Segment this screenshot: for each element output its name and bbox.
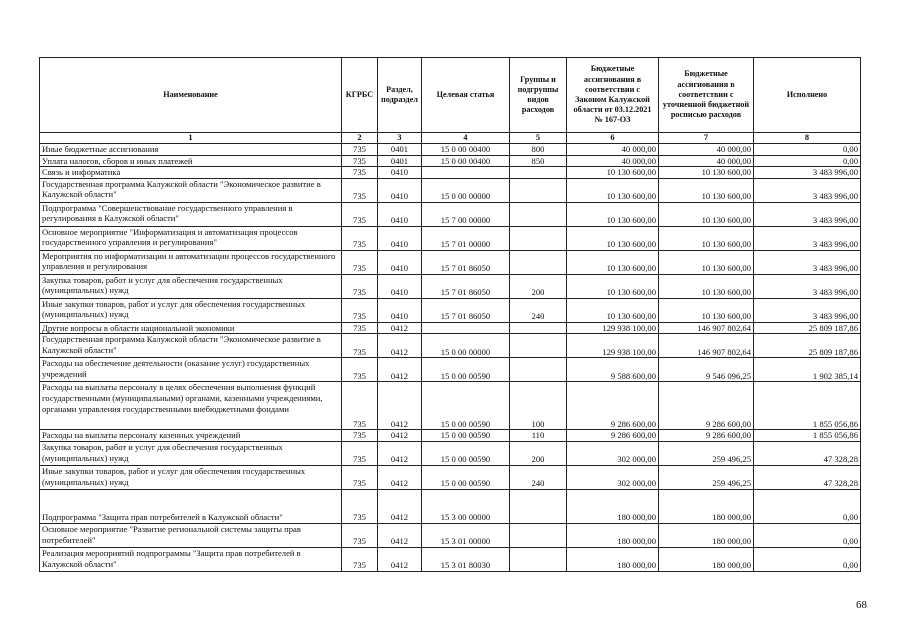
table-row: [40, 155, 861, 167]
cell-kgrbs: 735: [342, 226, 378, 250]
cell-executed: 47 328,28: [754, 465, 861, 489]
cell-executed: 0,00: [754, 489, 861, 523]
cell-target: 15 0 00 00590: [422, 358, 510, 382]
cell-target: 15 7 01 86050: [422, 274, 510, 298]
cell-budget-law: 10 130 600,00: [567, 226, 659, 250]
cell-budget-refined: 9 546 096,25: [659, 358, 754, 382]
column-number: 2: [342, 133, 378, 144]
cell-executed: 0,00: [754, 144, 861, 156]
cell-group: 200: [510, 274, 567, 298]
cell-budget-law: 129 938 100,00: [567, 334, 659, 358]
column-number: 1: [40, 133, 342, 144]
cell-name: Реализация мероприятий подпрограммы "Защита прав потребителей в Калужской области": [40, 547, 342, 571]
cell-name: Подпрограмма "Совершенствование государственного управления в регулирования в Калужской области": [40, 202, 342, 226]
cell-section: 0410: [378, 178, 422, 202]
cell-kgrbs: 735: [342, 382, 378, 430]
cell-budget-refined: 10 130 600,00: [659, 202, 754, 226]
cell-executed: 25 809 187,86: [754, 322, 861, 334]
cell-budget-law: 40 000,00: [567, 144, 659, 156]
cell-target: 15 7 01 86050: [422, 298, 510, 322]
column-number: 6: [567, 133, 659, 144]
cell-target: 15 0 00 00000: [422, 334, 510, 358]
cell-group: [510, 358, 567, 382]
cell-group: [510, 178, 567, 202]
cell-budget-law: 180 000,00: [567, 523, 659, 547]
table-row: [40, 250, 861, 274]
cell-kgrbs: 735: [342, 144, 378, 156]
header-budget-refined: Бюджетные ассигнования в соответствии с уточненной бюджетной росписью расходов: [659, 58, 754, 133]
cell-budget-law: 10 130 600,00: [567, 178, 659, 202]
cell-section: 0410: [378, 226, 422, 250]
cell-name: Закупка товаров, работ и услуг для обеспечения государственных (муниципальных) нужд: [40, 441, 342, 465]
cell-kgrbs: 735: [342, 155, 378, 167]
cell-kgrbs: 735: [342, 178, 378, 202]
cell-executed: 3 483 996,00: [754, 167, 861, 179]
header-groups: Группы и подгруппы видов расходов: [510, 58, 567, 133]
cell-name: Иные закупки товаров, работ и услуг для обеспечения государственных (муниципальных) нужд: [40, 298, 342, 322]
cell-section: 0401: [378, 144, 422, 156]
cell-name: Расходы на выплаты персоналу в целях обеспечения выполнения функций государственными (муниципальными) органами, казенными учреждениями, органами управления государственными внебюджетными фондами: [40, 382, 342, 430]
cell-section: 0412: [378, 465, 422, 489]
table-row: [40, 547, 861, 571]
cell-name: Расходы на обеспечение деятельности (оказание услуг) государственных учреждений: [40, 358, 342, 382]
cell-target: 15 0 00 00590: [422, 465, 510, 489]
cell-target: 15 3 01 00000: [422, 523, 510, 547]
cell-budget-refined: 10 130 600,00: [659, 226, 754, 250]
cell-section: 0412: [378, 382, 422, 430]
cell-kgrbs: 735: [342, 430, 378, 442]
cell-target: 15 7 01 86050: [422, 250, 510, 274]
cell-target: 15 0 00 00000: [422, 178, 510, 202]
cell-kgrbs: 735: [342, 358, 378, 382]
cell-group: [510, 523, 567, 547]
cell-budget-law: 10 130 600,00: [567, 250, 659, 274]
cell-kgrbs: 735: [342, 167, 378, 179]
cell-budget-law: 10 130 600,00: [567, 298, 659, 322]
table-row: [40, 382, 861, 430]
cell-budget-law: 302 000,00: [567, 465, 659, 489]
cell-executed: 3 483 996,00: [754, 298, 861, 322]
cell-name: Подпрограмма "Защита прав потребителей в Калужской области": [40, 489, 342, 523]
cell-kgrbs: 735: [342, 465, 378, 489]
cell-budget-law: 302 000,00: [567, 441, 659, 465]
cell-kgrbs: 735: [342, 250, 378, 274]
cell-section: 0412: [378, 489, 422, 523]
cell-budget-refined: 10 130 600,00: [659, 298, 754, 322]
header-section: Раздел, подраздел: [378, 58, 422, 133]
cell-kgrbs: 735: [342, 523, 378, 547]
cell-group: [510, 489, 567, 523]
cell-group: 240: [510, 298, 567, 322]
cell-group: [510, 167, 567, 179]
cell-target: 15 0 00 00400: [422, 155, 510, 167]
cell-executed: 0,00: [754, 155, 861, 167]
table-row: [40, 167, 861, 179]
cell-target: 15 7 00 00000: [422, 202, 510, 226]
cell-target: [422, 167, 510, 179]
cell-budget-refined: 10 130 600,00: [659, 167, 754, 179]
cell-kgrbs: 735: [342, 441, 378, 465]
cell-executed: 47 328,28: [754, 441, 861, 465]
cell-section: 0410: [378, 250, 422, 274]
cell-budget-refined: 40 000,00: [659, 155, 754, 167]
cell-kgrbs: 735: [342, 489, 378, 523]
cell-group: [510, 322, 567, 334]
column-number-row: [40, 133, 861, 144]
cell-section: 0410: [378, 202, 422, 226]
cell-name: Уплата налогов, сборов и иных платежей: [40, 155, 342, 167]
cell-name: Иные закупки товаров, работ и услуг для обеспечения государственных (муниципальных) нужд: [40, 465, 342, 489]
column-number: 3: [378, 133, 422, 144]
cell-name: Мероприятия по информатизации и автоматизации процессов государственного управления и регулирования: [40, 250, 342, 274]
cell-budget-law: 10 130 600,00: [567, 167, 659, 179]
cell-section: 0410: [378, 298, 422, 322]
header-budget-law: Бюджетные ассигнования в соответствии с Законом Калужской области от 03.12.2021 № 167-ОЗ: [567, 58, 659, 133]
header-row: [40, 58, 861, 133]
cell-budget-refined: 9 286 600,00: [659, 382, 754, 430]
cell-target: 15 0 00 00590: [422, 441, 510, 465]
cell-section: 0412: [378, 547, 422, 571]
cell-executed: 3 483 996,00: [754, 226, 861, 250]
table-row: [40, 358, 861, 382]
cell-section: 0412: [378, 322, 422, 334]
cell-executed: 1 902 385,14: [754, 358, 861, 382]
cell-budget-law: 9 286 600,00: [567, 430, 659, 442]
cell-target: [422, 322, 510, 334]
column-number: 7: [659, 133, 754, 144]
table-row: [40, 178, 861, 202]
cell-target: 15 0 00 00590: [422, 430, 510, 442]
header-kgrbs: КГРБС: [342, 58, 378, 133]
cell-budget-law: 180 000,00: [567, 547, 659, 571]
table-row: [40, 144, 861, 156]
cell-budget-law: 9 588 600,00: [567, 358, 659, 382]
cell-executed: 25 809 187,86: [754, 334, 861, 358]
cell-section: 0410: [378, 274, 422, 298]
cell-name: Расходы на выплаты персоналу казенных учреждений: [40, 430, 342, 442]
cell-group: [510, 226, 567, 250]
table-row: [40, 226, 861, 250]
cell-group: 850: [510, 155, 567, 167]
cell-budget-refined: 259 496,25: [659, 441, 754, 465]
cell-section: 0412: [378, 358, 422, 382]
cell-budget-refined: 259 496,25: [659, 465, 754, 489]
cell-executed: 0,00: [754, 523, 861, 547]
budget-table: [39, 57, 861, 572]
cell-budget-law: 10 130 600,00: [567, 202, 659, 226]
cell-target: 15 0 00 00590: [422, 382, 510, 430]
cell-budget-law: 180 000,00: [567, 489, 659, 523]
cell-section: 0412: [378, 334, 422, 358]
cell-group: 800: [510, 144, 567, 156]
cell-executed: 3 483 996,00: [754, 250, 861, 274]
cell-budget-law: 9 286 600,00: [567, 382, 659, 430]
cell-kgrbs: 735: [342, 547, 378, 571]
cell-budget-law: 10 130 600,00: [567, 274, 659, 298]
header-name: Наименование: [40, 58, 342, 133]
cell-executed: 1 855 056,86: [754, 382, 861, 430]
column-number: 5: [510, 133, 567, 144]
cell-budget-law: 129 938 100,00: [567, 322, 659, 334]
cell-target: 15 3 00 00000: [422, 489, 510, 523]
table-row: [40, 322, 861, 334]
cell-group: [510, 250, 567, 274]
cell-name: Другие вопросы в области национальной экономики: [40, 322, 342, 334]
cell-group: 240: [510, 465, 567, 489]
cell-budget-law: 40 000,00: [567, 155, 659, 167]
cell-executed: 1 855 056,86: [754, 430, 861, 442]
cell-group: [510, 547, 567, 571]
table-row: [40, 334, 861, 358]
cell-name: Основное мероприятие "Информатизация и автоматизация процессов государственного управления и регулирования": [40, 226, 342, 250]
cell-executed: 3 483 996,00: [754, 178, 861, 202]
header-target: Целевая статья: [422, 58, 510, 133]
cell-kgrbs: 735: [342, 334, 378, 358]
cell-budget-refined: 180 000,00: [659, 489, 754, 523]
table-body: [40, 144, 861, 572]
cell-budget-refined: 40 000,00: [659, 144, 754, 156]
cell-budget-refined: 10 130 600,00: [659, 178, 754, 202]
cell-target: 15 0 00 00400: [422, 144, 510, 156]
cell-section: 0401: [378, 155, 422, 167]
cell-group: [510, 334, 567, 358]
cell-target: 15 7 01 00000: [422, 226, 510, 250]
column-number: 4: [422, 133, 510, 144]
cell-name: Иные бюджетные ассигнования: [40, 144, 342, 156]
table-row: [40, 202, 861, 226]
cell-kgrbs: 735: [342, 298, 378, 322]
cell-budget-refined: 180 000,00: [659, 523, 754, 547]
cell-section: 0410: [378, 167, 422, 179]
cell-name: Основное мероприятие "Развитие региональной системы защиты прав потребителей": [40, 523, 342, 547]
cell-group: 110: [510, 430, 567, 442]
cell-executed: 0,00: [754, 547, 861, 571]
cell-executed: 3 483 996,00: [754, 274, 861, 298]
cell-kgrbs: 735: [342, 274, 378, 298]
cell-name: Связь и информатика: [40, 167, 342, 179]
cell-budget-refined: 180 000,00: [659, 547, 754, 571]
table-row: [40, 523, 861, 547]
table-row: [40, 430, 861, 442]
header-executed: Исполнено: [754, 58, 861, 133]
cell-budget-refined: 146 907 802,64: [659, 322, 754, 334]
cell-name: Государственная программа Калужской области "Экономическое развитие в Калужской области": [40, 178, 342, 202]
cell-section: 0412: [378, 441, 422, 465]
table-row: [40, 489, 861, 523]
cell-executed: 3 483 996,00: [754, 202, 861, 226]
cell-name: Государственная программа Калужской области "Экономическое развитие в Калужской области": [40, 334, 342, 358]
column-number: 8: [754, 133, 861, 144]
cell-budget-refined: 10 130 600,00: [659, 250, 754, 274]
cell-group: [510, 202, 567, 226]
cell-section: 0412: [378, 523, 422, 547]
table-row: [40, 441, 861, 465]
cell-name: Закупка товаров, работ и услуг для обеспечения государственных (муниципальных) нужд: [40, 274, 342, 298]
cell-kgrbs: 735: [342, 202, 378, 226]
table-row: [40, 274, 861, 298]
cell-budget-refined: 9 286 600,00: [659, 430, 754, 442]
table-row: [40, 298, 861, 322]
cell-budget-refined: 10 130 600,00: [659, 274, 754, 298]
cell-target: 15 3 01 80030: [422, 547, 510, 571]
cell-budget-refined: 146 907 802,64: [659, 334, 754, 358]
cell-kgrbs: 735: [342, 322, 378, 334]
page-number: 68: [856, 599, 867, 611]
cell-group: 100: [510, 382, 567, 430]
cell-group: 200: [510, 441, 567, 465]
table-row: [40, 465, 861, 489]
cell-section: 0412: [378, 430, 422, 442]
